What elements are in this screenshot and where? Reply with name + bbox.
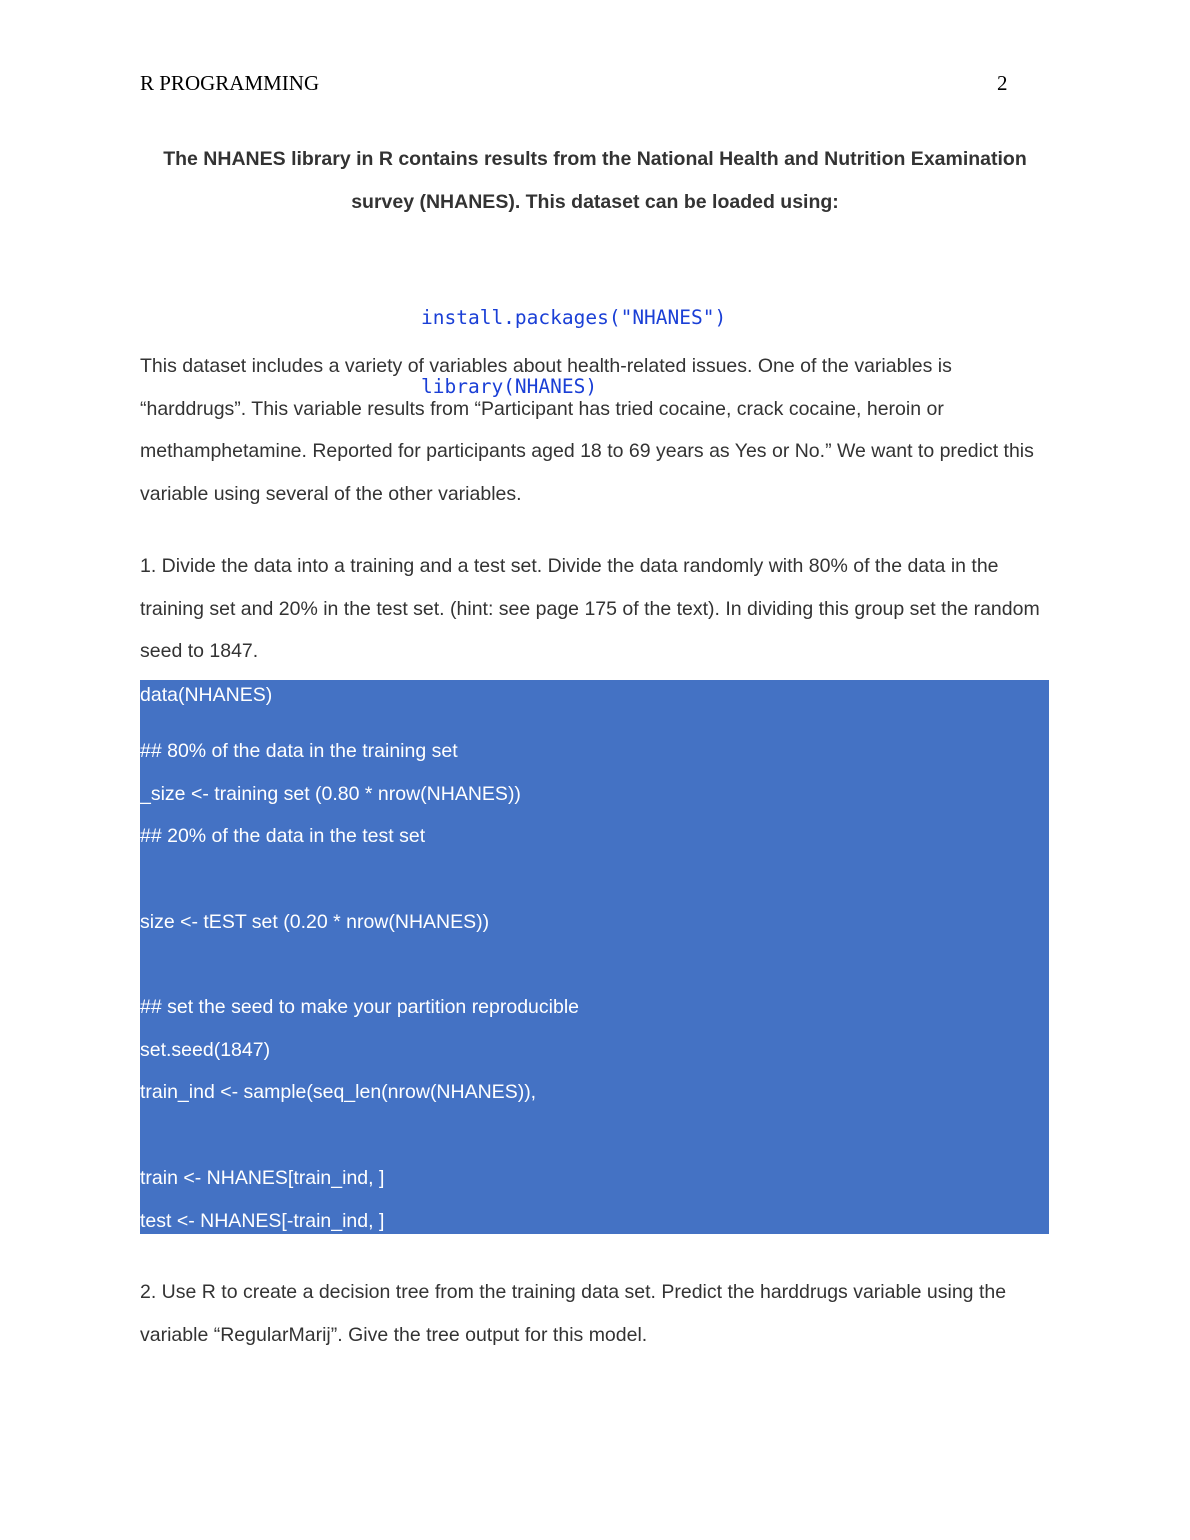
code-line: set.seed(1847)	[140, 1039, 271, 1061]
question-1: 1. Divide the data into a training and a test set. Divide the data randomly with 80% of the data in the training set and 20% in the test set. (hint: see page 175 of the text). In dividing this group set the random seed to 1847.	[140, 555, 1040, 663]
code-line: size <- tEST set (0.20 * nrow(NHANES))	[140, 911, 490, 933]
code-line: ## set the seed to make your partition reproducible	[140, 996, 580, 1018]
page-number: 2	[997, 71, 1008, 95]
code-line: ## 20% of the data in the test set	[140, 825, 426, 847]
answer-code-block	[140, 680, 1049, 1234]
code-line: train <- NHANES[train_ind, ]	[140, 1167, 385, 1189]
intro-paragraph: This dataset includes a variety of variables about health-related issues. One of the variables is “harddrugs”. This variable results from “Participant has tried cocaine, crack cocaine, heroin or methamphetamine. Reported for participants aged 18 to 69 years as Yes or No.” We want to predict this variable using several of the other variables.	[140, 355, 1034, 506]
code-line: ## 80% of the data in the training set	[140, 740, 458, 762]
code-line: data(NHANES)	[140, 684, 273, 706]
install-code-line-1: install.packages("NHANES")	[421, 306, 727, 329]
document-title	[140, 138, 1050, 224]
install-code-line-2: library(NHANES)	[421, 375, 598, 398]
running-head: R PROGRAMMING	[140, 71, 320, 95]
code-line: train_ind <- sample(seq_len(nrow(NHANES)),	[140, 1081, 537, 1103]
code-line: _size <- training set (0.80 * nrow(NHANES))	[140, 783, 521, 805]
title-line-1: The NHANES library in R contains results from the National Health and Nutrition Examination	[163, 148, 1027, 170]
code-line: test <- NHANES[-train_ind, ]	[140, 1210, 385, 1232]
question-2: 2. Use R to create a decision tree from the training data set. Predict the harddrugs variable using the variable “RegularMarij”. Give the tree output for this model.	[140, 1281, 1007, 1346]
title-line-2: survey (NHANES). This dataset can be loaded using:	[351, 191, 839, 213]
